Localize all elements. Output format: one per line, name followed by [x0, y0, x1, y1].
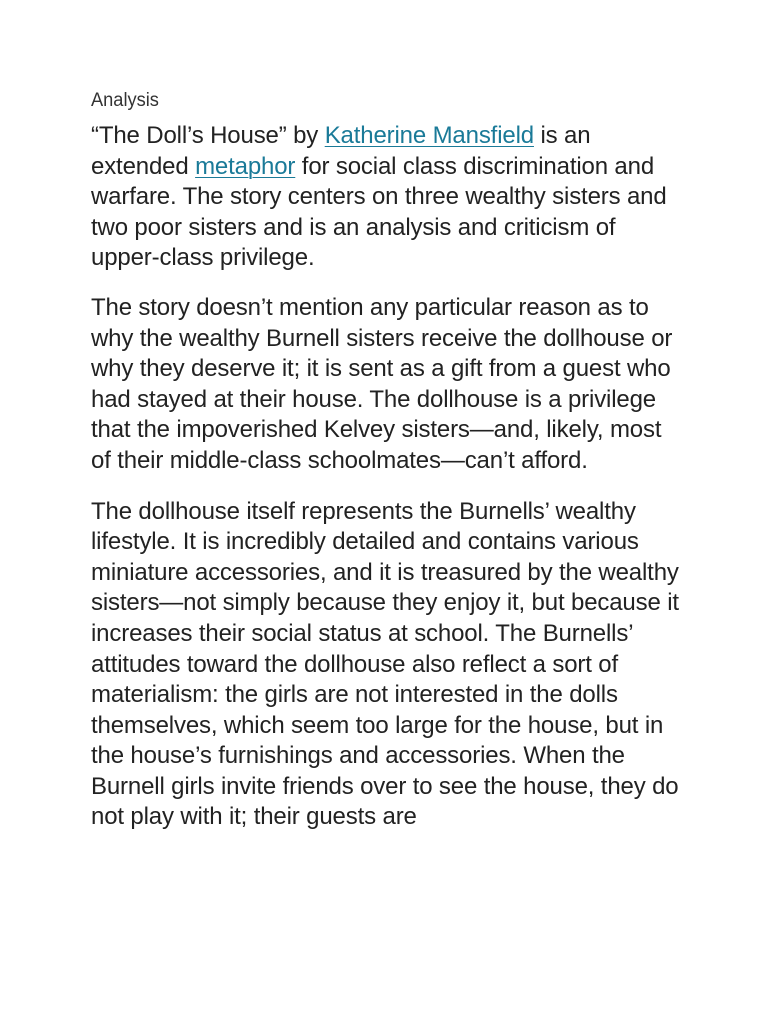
paragraph-dollhouse-gift: The story doesn’t mention any particular reason as to why the wealthy Burnell sisters receive the dollhouse or why they deserve it; it is sent as a gift from a guest who had stayed at their house. The dollhouse is a privilege that the impoverished Kelvey sisters—and, likely, most of their middle-class schoolmates—can’t afford.	[91, 293, 673, 474]
paragraph-intro-mid: is an extended	[91, 122, 591, 180]
paragraph-intro-lead: “The Doll’s House” by	[91, 122, 325, 149]
link-metaphor[interactable]: metaphor	[195, 152, 296, 180]
paragraph-dollhouse-symbolism: The dollhouse itself represents the Burnells’ wealthy lifestyle. It is incredibly detailed and contains various miniature accessories, and it is treasured by the wealthy sisters—not simply because they enjoy it, but because it increases their social status at school. The Burnells’ attitudes toward the dollhouse also reflect a sort of materialism: the girls are not interested in the dolls themselves, which seem too large for the house, but in the house’s furnishings and accessories. When the Burnell girls invite friends over to see the house, they do not play with it; their guests are	[91, 497, 679, 831]
section-heading: Analysis	[91, 90, 159, 111]
paragraph-intro	[91, 121, 682, 274]
link-katherine-mansfield[interactable]: Katherine Mansfield	[324, 122, 534, 149]
paragraph-intro-tail: for social class discrimination and warfare. The story centers on three wealthy sisters and two poor sisters and is an analysis and criticism of upper-class privilege.	[91, 152, 667, 272]
